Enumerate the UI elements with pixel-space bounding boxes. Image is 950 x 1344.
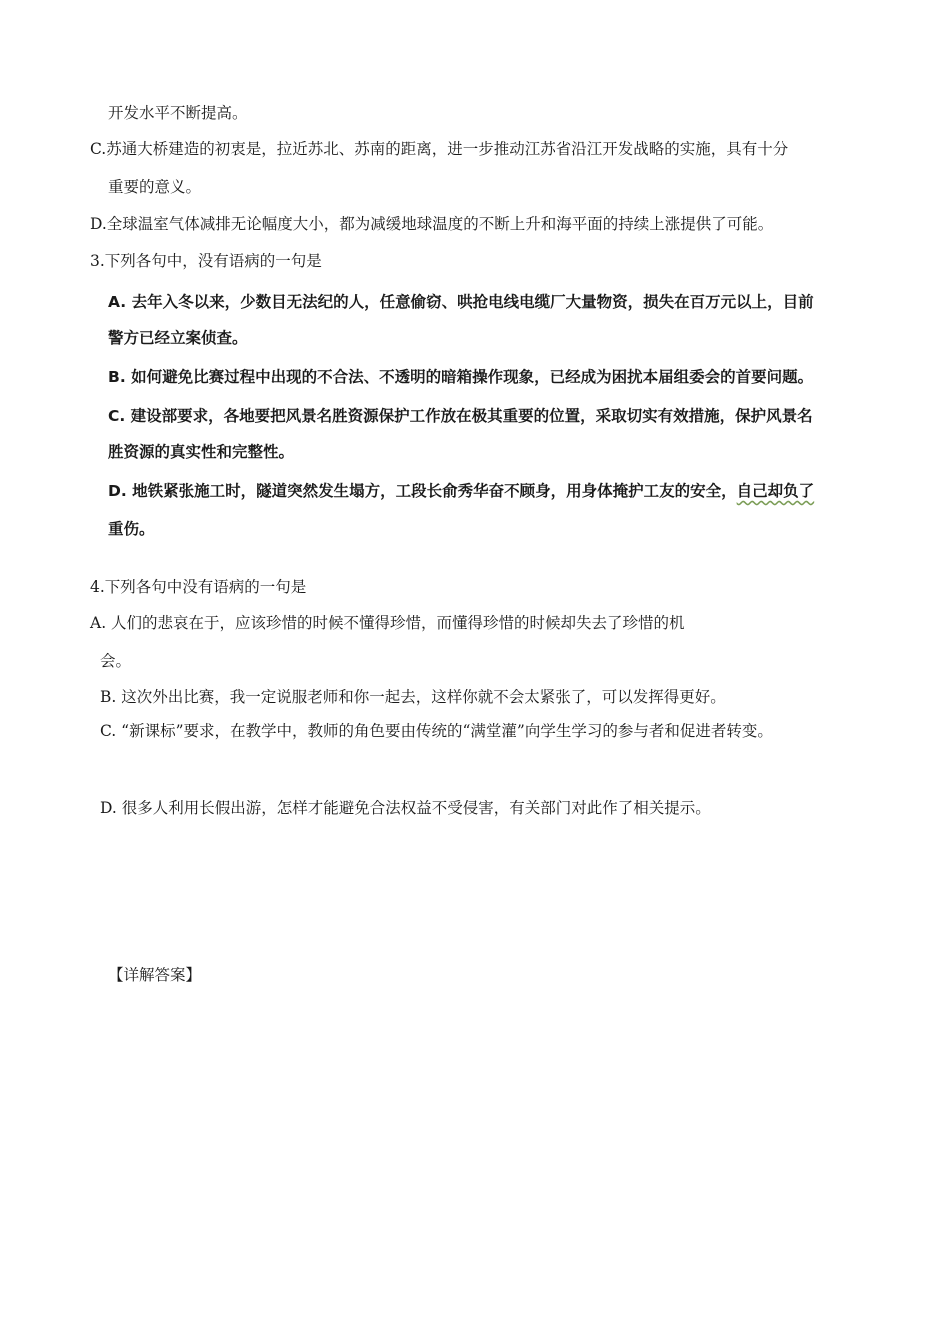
q3-option-d [108,480,814,502]
q3-option-a-continuation: 警方已经立案侦查。 [108,329,248,347]
q3-option-c: C. 建设部要求，各地要把风景名胜资源保护工作放在极其重要的位置，采取切实有效措施，保护风景名 [108,407,813,425]
q4-option-a-continuation: 会。 [100,652,132,670]
q2-option-b-continuation: 开发水平不断提高。 [108,104,248,122]
q3-option-d-continuation: 重伤。 [108,520,155,538]
q3-option-c-continuation: 胜资源的真实性和完整性。 [108,443,295,461]
answer-heading: 【详解答案】 [108,966,202,984]
q2-option-c-continuation: 重要的意义。 [108,178,202,196]
q3-option-d-text: D. 地铁紧张施工时，隧道突然发生塌方，工段长俞秀华奋不顾身，用身体掩护工友的安全， [108,482,737,500]
q3-option-b: B. 如何避免比赛过程中出现的不合法、不透明的暗箱操作现象，已经成为困扰本届组委会的首要问题。 [108,368,814,386]
q3-option-a: A. 去年入冬以来，少数目无法纪的人，任意偷窃、哄抢电线电缆厂大量物资，损失在百万元以上，目前 [108,293,814,311]
q4-option-d: D. 很多人利用长假出游，怎样才能避免合法权益不受侵害，有关部门对此作了相关提示。 [100,799,711,817]
q3-stem: 3.下列各句中，没有语病的一句是 [90,252,322,270]
q4-option-b: B. 这次外出比赛，我一定说服老师和你一起去，这样你就不会太紧张了，可以发挥得更好。 [100,688,726,706]
q4-stem: 4.下列各句中没有语病的一句是 [90,578,307,596]
q4-option-a: A. 人们的悲哀在于，应该珍惜的时候不懂得珍惜，而懂得珍惜的时候却失去了珍惜的机 [90,614,685,632]
q2-option-c: C.苏通大桥建造的初衷是，拉近苏北、苏南的距离，进一步推动江苏省沿江开发战略的实施，具有十分 [90,140,789,158]
q3-option-d-underlined: 自己却负了 [736,482,815,500]
q2-option-d: D.全球温室气体减排无论幅度大小，都为减缓地球温度的不断上升和海平面的持续上涨提供了可能。 [90,215,774,233]
q4-option-c: C. “新课标”要求，在教学中，教师的角色要由传统的“满堂灌”向学生学习的参与者和促进者转变。 [100,722,773,740]
